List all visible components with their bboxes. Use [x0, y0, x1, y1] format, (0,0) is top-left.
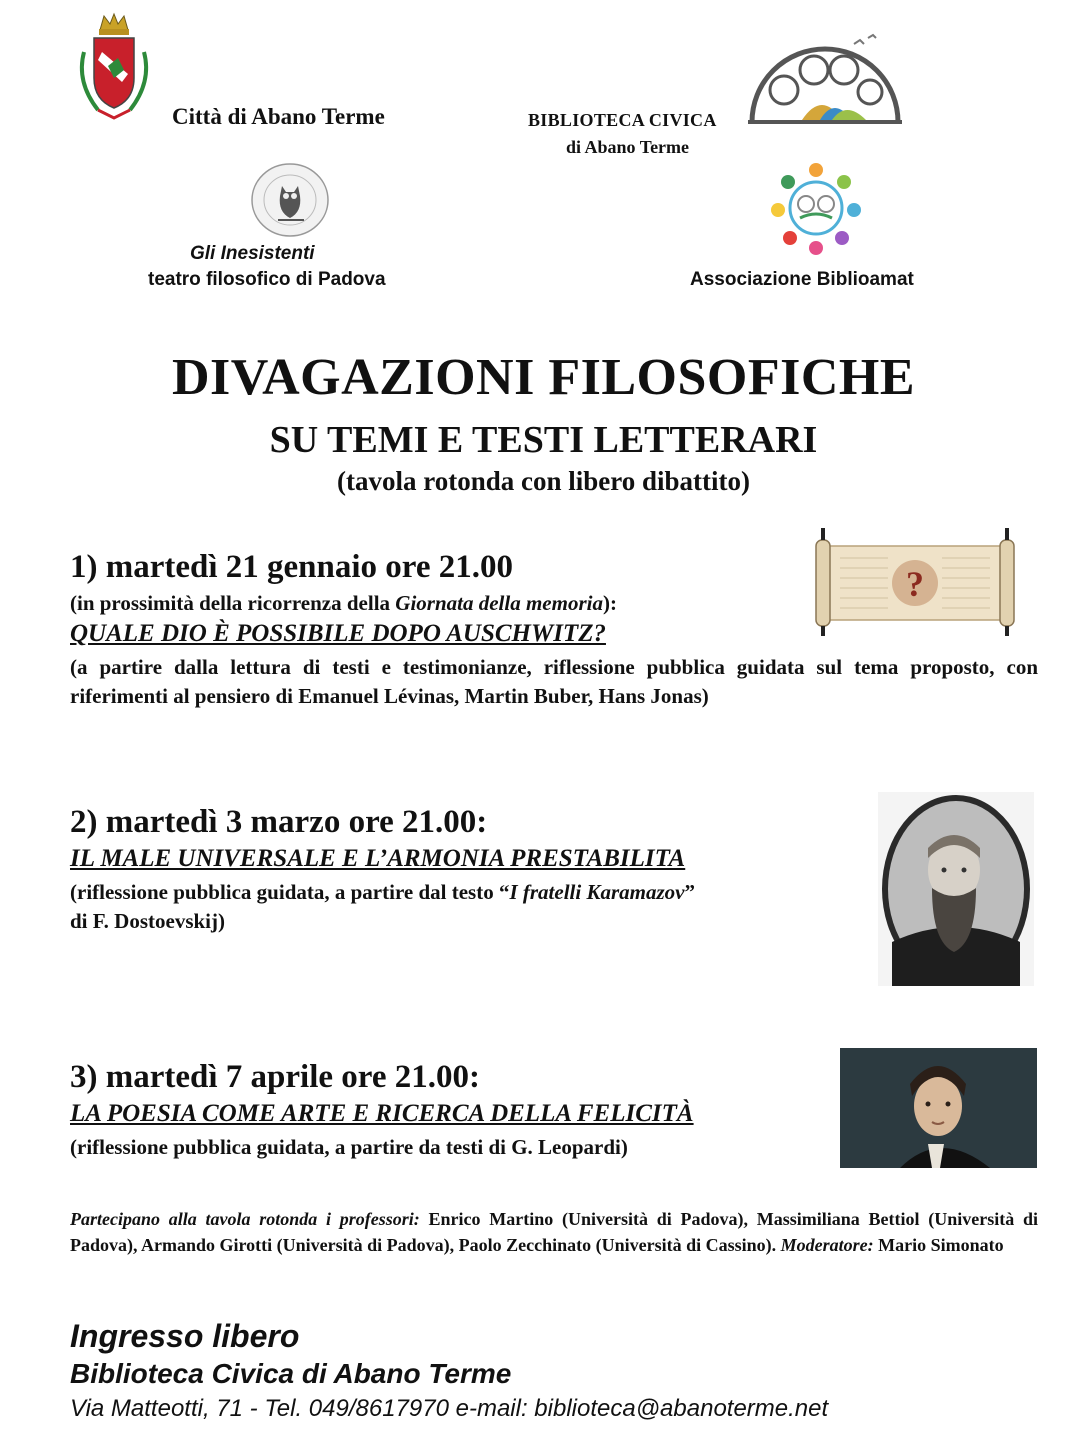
association-name: Associazione Biblioamat: [690, 269, 914, 290]
event-1-topic: QUALE DIO È POSSIBILE DOPO AUSCHWITZ?: [70, 620, 606, 647]
association-logo-icon: [766, 160, 866, 256]
city-name: Città di Abano Terme: [172, 104, 385, 129]
library-location: di Abano Terme: [566, 137, 690, 157]
svg-text:?: ?: [906, 564, 924, 604]
theatre-name: Gli Inesistenti: [190, 243, 315, 264]
event-2-heading: 2) martedì 3 marzo ore 21.00:: [70, 804, 488, 840]
event-1-context-italic: Giornata della memoria: [395, 591, 603, 615]
participants-paragraph: [70, 1206, 1038, 1258]
leopardi-portrait: [840, 1048, 1037, 1168]
event-2-description: [70, 880, 695, 905]
event-3-heading: 3) martedì 7 aprile ore 21.00:: [70, 1059, 480, 1095]
event-2-desc-prefix: (riflessione pubblica guidata, a partire dal testo “: [70, 880, 510, 904]
scroll-question-icon: [808, 528, 1022, 638]
library-logo-icon: [742, 30, 908, 126]
city-crest-icon: [72, 12, 156, 126]
entry-info: Ingresso libero: [70, 1318, 300, 1354]
subtitle: SU TEMI E TESTI LETTERARI: [269, 419, 818, 461]
event-2-description-line2: di F. Dostoevskij): [70, 909, 225, 933]
library-name: BIBLIOTECA CIVICA: [528, 110, 717, 130]
event-3-description: (riflessione pubblica guidata, a partire da testi di G. Leopardi): [70, 1135, 628, 1159]
event-3-topic: LA POESIA COME ARTE E RICERCA DELLA FELICITÀ: [70, 1100, 694, 1127]
participants-names: Enrico Martino (Università di Padova), Massimiliana Bettiol (Università di Padova), Armando Girotti (Università di Padova), Paolo Zecchinato (Università di Cassino).: [70, 1209, 1038, 1255]
dostoevsky-portrait: [878, 792, 1034, 986]
participants-intro: Partecipano alla tavola rotonda i professori:: [70, 1209, 420, 1229]
main-title: DIVAGAZIONI FILOSOFICHE: [171, 349, 916, 406]
venue-name: Biblioteca Civica di Abano Terme: [70, 1358, 512, 1389]
title-note: (tavola rotonda con libero dibattito): [336, 466, 750, 496]
event-1-description: (a partire dalla lettura di testi e testimonianze, riflessione pubblica guidata sul tema proposto, con riferimenti al pensiero di Emanuel Lévinas, Martin Buber, Hans Jonas): [70, 655, 1038, 708]
event-2-desc-italic: I fratelli Karamazov: [509, 880, 685, 904]
event-1-context: [70, 591, 617, 616]
event-1-heading: 1) martedì 21 gennaio ore 21.00: [70, 549, 514, 585]
moderator-name: Mario Simonato: [873, 1235, 1004, 1255]
contact-info: Via Matteotti, 71 - Tel. 049/8617970 e-mail: biblioteca@abanoterme.net: [70, 1395, 829, 1422]
event-2-topic: IL MALE UNIVERSALE E L’ARMONIA PRESTABILITA: [70, 845, 686, 872]
owl-seal-icon: [250, 162, 330, 238]
event-2-desc-suffix: ”: [684, 880, 695, 904]
theatre-subtitle: teatro filosofico di Padova: [148, 269, 386, 290]
event-1-context-prefix: (in prossimità della ricorrenza della: [70, 591, 396, 615]
event-1-context-suffix: ):: [602, 591, 617, 615]
moderator-label: Moderatore:: [780, 1235, 874, 1255]
